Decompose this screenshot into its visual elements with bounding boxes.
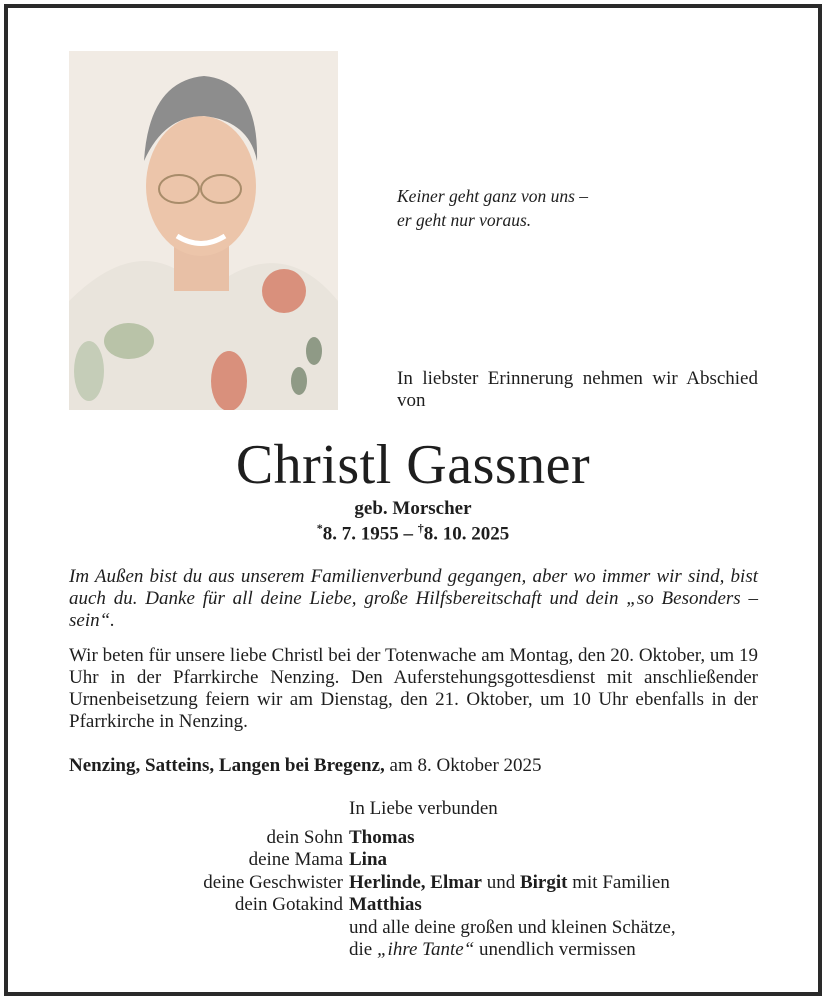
connector: und [481,871,520,893]
family-name: Matthias [349,894,422,915]
farewell-message: Im Außen bist du aus unserem Familienverbund gegangen, aber wo immer wir sind, bist auch du. Danke für all deine Liebe, große Hilfsbereitschaft und dein „so Besonders – sein“. [69,566,758,631]
closing-line: und alle deine großen und kleinen Schätze, [349,916,676,938]
family-list [0,798,826,962]
closing-line [349,939,826,962]
quote-line: er geht nur voraus. [397,210,532,230]
closing-text: die [349,939,377,960]
family-row [0,849,826,872]
family-row [0,872,826,895]
relation: dein Gotakind [234,894,343,915]
places: Nenzing, Satteins, Langen bei Bregenz, [69,755,385,776]
family-name: Thomas [349,826,415,848]
maiden-name: geb. Morscher [354,498,472,519]
deceased-name: Christl Gassner [235,434,591,496]
family-name: Herlinde, Elmar [349,871,482,893]
birth-mark: * [316,521,323,535]
death-date: 8. 10. 2025 [423,523,510,545]
birth-date: 8. 7. 1955 – [322,523,413,545]
place-date-line [69,755,542,777]
notice-date: am 8. Oktober 2025 [389,755,542,776]
relation: dein Sohn [266,826,343,848]
epitaph-quote [397,184,588,232]
quote-line: Keiner geht ganz von uns – [397,186,589,206]
life-dates [0,521,826,545]
family-name: Lina [349,849,388,870]
family-row [0,894,826,917]
closing-italic: „ihre Tante“ [376,939,475,960]
death-mark: † [417,521,424,535]
relation: deine Mama [248,849,343,870]
intro-text: In liebster Erinnerung nehmen wir Abschied von [397,368,758,411]
connector: mit Familien [567,871,670,893]
closing-text: unendlich vermissen [474,939,636,960]
portrait-photo [69,51,338,410]
service-details: Wir beten für unsere liebe Christl bei der Totenwache am Montag, den 20. Oktober, um 19 Uhr in der Pfarrkirche Nenzing. Den Auferstehungsgottesdienst mit anschließender Urnenbeisetzung feiern wir am Dienstag, den 21. Oktober, um 10 Uhr ebenfalls in der Pfarrkirche in Nenzing. [69,645,758,732]
family-row [0,827,826,850]
family-name: Birgit [519,871,568,893]
relation: deine Geschwister [203,871,343,893]
family-heading: In Liebe verbunden [349,798,498,819]
